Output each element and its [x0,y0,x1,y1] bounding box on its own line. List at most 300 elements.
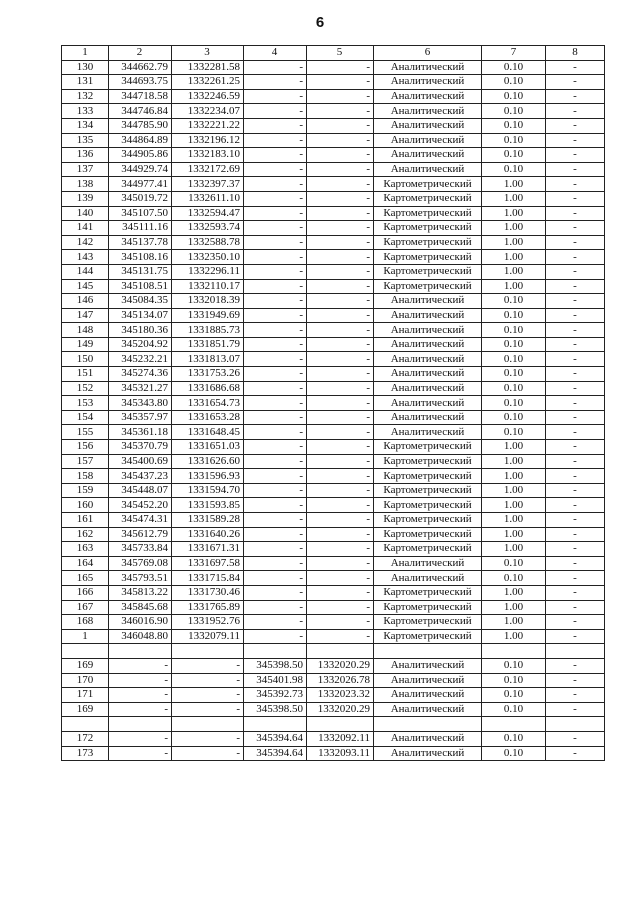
point-number-cell: 161 [62,513,109,528]
empty-row [62,717,605,732]
x-coordinate-cell: - [109,746,172,761]
x-coordinate-cell: 345769.08 [109,556,172,571]
point-number-cell: 151 [62,367,109,382]
point-number-cell: 173 [62,746,109,761]
table-row [62,469,605,484]
x-coordinate-cell: 345131.75 [109,264,172,279]
y-coordinate-cell: 1332350.10 [172,250,244,265]
x-coordinate-alt-cell: - [244,279,307,294]
table-row [62,118,605,133]
column-number-6: 6 [374,46,482,61]
y-coordinate-alt-cell: - [307,600,374,615]
y-coordinate-alt-cell: - [307,177,374,192]
table-row [62,133,605,148]
note-cell: - [546,483,605,498]
point-number-cell: 167 [62,600,109,615]
table-row [62,746,605,761]
x-coordinate-alt-cell: - [244,89,307,104]
y-coordinate-cell: 1331654.73 [172,396,244,411]
point-number-cell: 1 [62,629,109,644]
x-coordinate-alt-cell: - [244,571,307,586]
y-coordinate-alt-cell: - [307,206,374,221]
accuracy-cell: 0.10 [482,731,546,746]
y-coordinate-cell: 1332593.74 [172,221,244,236]
x-coordinate-cell: 345400.69 [109,454,172,469]
y-coordinate-cell: 1332110.17 [172,279,244,294]
table-row [62,513,605,528]
x-coordinate-alt-cell: - [244,367,307,382]
x-coordinate-cell: 345204.92 [109,337,172,352]
point-number-cell: 171 [62,688,109,703]
note-cell: - [546,454,605,469]
note-cell: - [546,352,605,367]
x-coordinate-cell: - [109,688,172,703]
x-coordinate-alt-cell: - [244,323,307,338]
method-cell [374,644,482,659]
y-coordinate-alt-cell: - [307,294,374,309]
y-coordinate-alt-cell: - [307,469,374,484]
point-number-cell: 149 [62,337,109,352]
page-number: 6 [315,14,325,31]
method-cell: Картометрический [374,483,482,498]
method-cell: Аналитический [374,118,482,133]
method-cell: Картометрический [374,469,482,484]
point-number-cell: 162 [62,527,109,542]
accuracy-cell: 1.00 [482,527,546,542]
x-coordinate-cell: 345134.07 [109,308,172,323]
method-cell: Картометрический [374,513,482,528]
method-cell: Аналитический [374,367,482,382]
x-coordinate-cell: 344693.75 [109,75,172,90]
note-cell: - [546,75,605,90]
y-coordinate-cell: 1332221.22 [172,118,244,133]
x-coordinate-alt-cell: - [244,556,307,571]
y-coordinate-alt-cell: - [307,585,374,600]
point-number-cell: 141 [62,221,109,236]
y-coordinate-alt-cell: - [307,75,374,90]
x-coordinate-alt-cell: - [244,60,307,75]
accuracy-cell: 0.10 [482,556,546,571]
y-coordinate-cell: 1331594.70 [172,483,244,498]
method-cell: Аналитический [374,410,482,425]
method-cell: Аналитический [374,571,482,586]
x-coordinate-cell: 345137.78 [109,235,172,250]
table-row [62,483,605,498]
y-coordinate-cell: 1331596.93 [172,469,244,484]
x-coordinate-cell: 344905.86 [109,148,172,163]
point-number-cell: 132 [62,89,109,104]
x-coordinate-cell: 344746.84 [109,104,172,119]
y-coordinate-cell: 1331589.28 [172,513,244,528]
y-coordinate-cell: 1331765.89 [172,600,244,615]
y-coordinate-alt-cell: - [307,60,374,75]
method-cell: Аналитический [374,89,482,104]
method-cell: Аналитический [374,75,482,90]
point-number-cell: 153 [62,396,109,411]
note-cell: - [546,104,605,119]
table-row [62,542,605,557]
accuracy-cell: 1.00 [482,264,546,279]
method-cell: Аналитический [374,162,482,177]
point-number-cell: 159 [62,483,109,498]
y-coordinate-cell: 1332234.07 [172,104,244,119]
table-row [62,89,605,104]
x-coordinate-cell: 345793.51 [109,571,172,586]
accuracy-cell: 0.10 [482,323,546,338]
y-coordinate-cell: 1331715.84 [172,571,244,586]
y-coordinate-cell: 1331593.85 [172,498,244,513]
table-row [62,294,605,309]
y-coordinate-alt-cell: 1332020.29 [307,702,374,717]
x-coordinate-cell: 345108.51 [109,279,172,294]
table-row [62,556,605,571]
method-cell: Аналитический [374,556,482,571]
table-row [62,177,605,192]
accuracy-cell: 0.10 [482,688,546,703]
note-cell: - [546,600,605,615]
x-coordinate-cell: 345343.80 [109,396,172,411]
table-row [62,308,605,323]
y-coordinate-alt-cell: - [307,118,374,133]
x-coordinate-alt-cell: - [244,250,307,265]
accuracy-cell: 1.00 [482,177,546,192]
note-cell: - [546,585,605,600]
x-coordinate-cell [109,717,172,732]
accuracy-cell: 0.10 [482,352,546,367]
accuracy-cell: 1.00 [482,542,546,557]
x-coordinate-cell: - [109,673,172,688]
y-coordinate-alt-cell: - [307,104,374,119]
method-cell: Аналитический [374,702,482,717]
y-coordinate-alt-cell: - [307,352,374,367]
accuracy-cell: 0.10 [482,381,546,396]
method-cell: Аналитический [374,658,482,673]
y-coordinate-cell [172,717,244,732]
x-coordinate-alt-cell: - [244,337,307,352]
y-coordinate-cell: 1332594.47 [172,206,244,221]
point-number-cell: 140 [62,206,109,221]
table-row [62,498,605,513]
empty-row [62,644,605,659]
x-coordinate-alt-cell: - [244,104,307,119]
x-coordinate-cell: 344977.41 [109,177,172,192]
x-coordinate-alt-cell: - [244,425,307,440]
accuracy-cell [482,717,546,732]
table-row [62,104,605,119]
table-row [62,235,605,250]
method-cell: Картометрический [374,600,482,615]
x-coordinate-alt-cell: - [244,75,307,90]
y-coordinate-alt-cell: - [307,615,374,630]
accuracy-cell: 0.10 [482,294,546,309]
method-cell: Картометрический [374,221,482,236]
note-cell: - [546,148,605,163]
x-coordinate-alt-cell: - [244,352,307,367]
x-coordinate-alt-cell: - [244,513,307,528]
x-coordinate-alt-cell: - [244,235,307,250]
accuracy-cell: 1.00 [482,600,546,615]
y-coordinate-cell: 1331813.07 [172,352,244,367]
x-coordinate-cell: 345370.79 [109,440,172,455]
x-coordinate-alt-cell: 345401.98 [244,673,307,688]
accuracy-cell: 0.10 [482,104,546,119]
method-cell: Аналитический [374,352,482,367]
accuracy-cell: 0.10 [482,133,546,148]
x-coordinate-alt-cell: - [244,177,307,192]
table-row [62,440,605,455]
note-cell: - [546,264,605,279]
table-row [62,381,605,396]
y-coordinate-cell: 1331626.60 [172,454,244,469]
x-coordinate-cell: - [109,731,172,746]
x-coordinate-cell: 344718.58 [109,89,172,104]
x-coordinate-alt-cell: - [244,527,307,542]
method-cell: Аналитический [374,148,482,163]
y-coordinate-alt-cell: 1332020.29 [307,658,374,673]
table-row [62,702,605,717]
column-number-4: 4 [244,46,307,61]
x-coordinate-alt-cell [244,717,307,732]
y-coordinate-cell: 1332281.58 [172,60,244,75]
note-cell: - [546,177,605,192]
point-number-cell: 152 [62,381,109,396]
table-row [62,162,605,177]
x-coordinate-cell: 345452.20 [109,498,172,513]
y-coordinate-alt-cell: 1332093.11 [307,746,374,761]
point-number-cell: 172 [62,731,109,746]
x-coordinate-alt-cell: - [244,615,307,630]
y-coordinate-alt-cell: - [307,396,374,411]
point-number-cell: 170 [62,673,109,688]
y-coordinate-alt-cell: - [307,191,374,206]
x-coordinate-alt-cell: - [244,206,307,221]
table-row [62,425,605,440]
table-row [62,410,605,425]
point-number-cell: 169 [62,658,109,673]
table-row [62,206,605,221]
accuracy-cell: 1.00 [482,629,546,644]
note-cell: - [546,542,605,557]
accuracy-cell: 0.10 [482,571,546,586]
y-coordinate-cell: 1331949.69 [172,308,244,323]
y-coordinate-alt-cell: - [307,440,374,455]
method-cell: Картометрический [374,542,482,557]
x-coordinate-cell: 345437.23 [109,469,172,484]
point-number-cell [62,644,109,659]
table-row [62,600,605,615]
note-cell: - [546,629,605,644]
point-number-cell: 144 [62,264,109,279]
y-coordinate-cell: 1331753.26 [172,367,244,382]
y-coordinate-cell: 1331885.73 [172,323,244,338]
point-number-cell [62,717,109,732]
table-row [62,221,605,236]
table-row [62,352,605,367]
y-coordinate-alt-cell: 1332023.32 [307,688,374,703]
x-coordinate-alt-cell: - [244,629,307,644]
y-coordinate-cell: 1331952.76 [172,615,244,630]
note-cell: - [546,702,605,717]
method-cell: Аналитический [374,104,482,119]
y-coordinate-alt-cell: 1332092.11 [307,731,374,746]
table-row [62,688,605,703]
point-number-cell: 145 [62,279,109,294]
method-cell [374,717,482,732]
point-number-cell: 148 [62,323,109,338]
table-row [62,571,605,586]
y-coordinate-cell: 1332296.11 [172,264,244,279]
note-cell: - [546,527,605,542]
x-coordinate-alt-cell: - [244,133,307,148]
x-coordinate-cell: 345361.18 [109,425,172,440]
note-cell [546,644,605,659]
note-cell: - [546,571,605,586]
note-cell: - [546,279,605,294]
accuracy-cell: 0.10 [482,702,546,717]
point-number-cell: 137 [62,162,109,177]
accuracy-cell: 0.10 [482,658,546,673]
method-cell: Картометрический [374,177,482,192]
y-coordinate-alt-cell: - [307,498,374,513]
x-coordinate-alt-cell: - [244,381,307,396]
x-coordinate-alt-cell: - [244,454,307,469]
table-row [62,396,605,411]
point-number-cell: 134 [62,118,109,133]
x-coordinate-alt-cell: 345398.50 [244,658,307,673]
x-coordinate-alt-cell: - [244,542,307,557]
y-coordinate-alt-cell: 1332026.78 [307,673,374,688]
note-cell: - [546,89,605,104]
accuracy-cell: 1.00 [482,440,546,455]
note-cell: - [546,381,605,396]
x-coordinate-cell: 345448.07 [109,483,172,498]
method-cell: Аналитический [374,133,482,148]
y-coordinate-alt-cell: - [307,483,374,498]
y-coordinate-alt-cell: - [307,323,374,338]
accuracy-cell: 0.10 [482,367,546,382]
x-coordinate-cell: 345108.16 [109,250,172,265]
x-coordinate-alt-cell: 345394.64 [244,746,307,761]
table-row [62,191,605,206]
accuracy-cell [482,644,546,659]
note-cell: - [546,513,605,528]
x-coordinate-alt-cell: - [244,469,307,484]
accuracy-cell: 1.00 [482,191,546,206]
y-coordinate-alt-cell: - [307,279,374,294]
x-coordinate-alt-cell: - [244,162,307,177]
y-coordinate-cell: 1331648.45 [172,425,244,440]
table-row [62,585,605,600]
y-coordinate-cell: 1331697.58 [172,556,244,571]
note-cell: - [546,498,605,513]
method-cell: Аналитический [374,337,482,352]
x-coordinate-cell: 345474.31 [109,513,172,528]
method-cell: Картометрический [374,615,482,630]
accuracy-cell: 1.00 [482,615,546,630]
table-row [62,337,605,352]
column-number-8: 8 [546,46,605,61]
method-cell: Картометрический [374,235,482,250]
x-coordinate-alt-cell: - [244,221,307,236]
table-row [62,148,605,163]
x-coordinate-alt-cell: - [244,600,307,615]
method-cell: Аналитический [374,294,482,309]
x-coordinate-alt-cell: - [244,483,307,498]
y-coordinate-alt-cell: - [307,410,374,425]
y-coordinate-cell: 1332183.10 [172,148,244,163]
y-coordinate-cell: - [172,688,244,703]
accuracy-cell: 0.10 [482,396,546,411]
method-cell: Картометрический [374,264,482,279]
column-number-1: 1 [62,46,109,61]
accuracy-cell: 0.10 [482,673,546,688]
accuracy-cell: 0.10 [482,60,546,75]
y-coordinate-alt-cell: - [307,542,374,557]
y-coordinate-cell: 1332172.69 [172,162,244,177]
point-number-cell: 133 [62,104,109,119]
table-row [62,367,605,382]
y-coordinate-cell: 1332261.25 [172,75,244,90]
x-coordinate-cell: 345107.50 [109,206,172,221]
table-row [62,264,605,279]
point-number-cell: 164 [62,556,109,571]
note-cell: - [546,731,605,746]
accuracy-cell: 0.10 [482,746,546,761]
x-coordinate-alt-cell: - [244,308,307,323]
x-coordinate-cell: 345274.36 [109,367,172,382]
accuracy-cell: 1.00 [482,250,546,265]
note-cell: - [546,133,605,148]
method-cell: Аналитический [374,425,482,440]
point-number-cell: 138 [62,177,109,192]
method-cell: Картометрический [374,206,482,221]
note-cell: - [546,556,605,571]
y-coordinate-cell: - [172,746,244,761]
point-number-cell: 169 [62,702,109,717]
y-coordinate-cell: 1332018.39 [172,294,244,309]
method-cell: Картометрический [374,498,482,513]
accuracy-cell: 1.00 [482,206,546,221]
y-coordinate-cell: 1331671.31 [172,542,244,557]
x-coordinate-cell: 345180.36 [109,323,172,338]
point-number-cell: 168 [62,615,109,630]
point-number-cell: 147 [62,308,109,323]
note-cell: - [546,162,605,177]
table-row [62,615,605,630]
y-coordinate-alt-cell: - [307,571,374,586]
method-cell: Аналитический [374,746,482,761]
point-number-cell: 135 [62,133,109,148]
x-coordinate-alt-cell: - [244,118,307,133]
method-cell: Аналитический [374,381,482,396]
table-row [62,527,605,542]
note-cell: - [546,396,605,411]
method-cell: Аналитический [374,60,482,75]
x-coordinate-alt-cell: - [244,148,307,163]
column-number-7: 7 [482,46,546,61]
accuracy-cell: 0.10 [482,89,546,104]
method-cell: Картометрический [374,454,482,469]
x-coordinate-alt-cell: 345392.73 [244,688,307,703]
y-coordinate-alt-cell: - [307,629,374,644]
x-coordinate-cell: 344662.79 [109,60,172,75]
accuracy-cell: 0.10 [482,75,546,90]
y-coordinate-cell: 1332196.12 [172,133,244,148]
x-coordinate-alt-cell: - [244,294,307,309]
table-row [62,60,605,75]
note-cell: - [546,221,605,236]
table-row [62,75,605,90]
